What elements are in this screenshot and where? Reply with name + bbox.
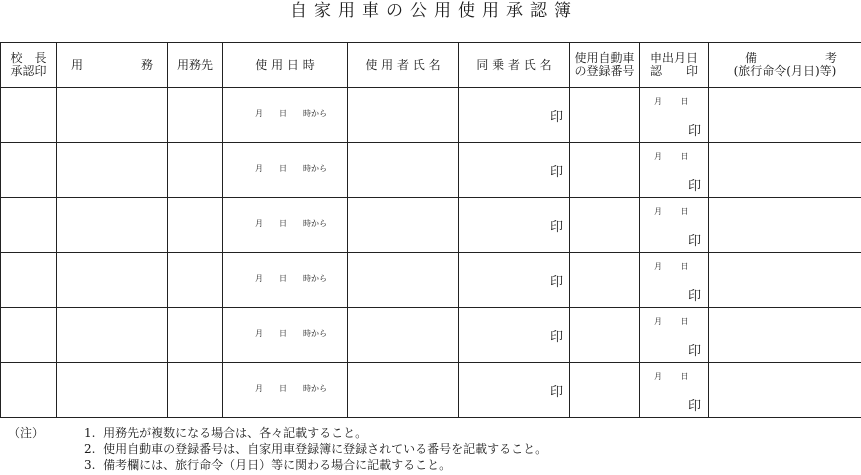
approval-ledger-table	[0, 42, 861, 418]
passenger-name-cell[interactable]	[459, 88, 570, 143]
destination-cell[interactable]	[168, 308, 223, 363]
table-row	[1, 363, 861, 418]
business-cell[interactable]	[57, 308, 168, 363]
application-cell[interactable]	[640, 363, 709, 418]
user-name-cell[interactable]	[348, 198, 459, 253]
business-cell[interactable]	[57, 88, 168, 143]
principal-seal-cell[interactable]	[1, 308, 57, 363]
remarks-cell[interactable]	[709, 143, 861, 198]
seal-mark: 印	[687, 234, 701, 249]
header-application-line2: 認 印	[649, 64, 698, 78]
car-registration-cell[interactable]	[570, 88, 640, 143]
seal-mark: 印	[549, 385, 563, 400]
car-registration-cell[interactable]	[570, 363, 640, 418]
header-remarks-char1: 備	[745, 51, 758, 65]
car-registration-cell[interactable]	[570, 308, 640, 363]
usage-datetime-cell[interactable]	[223, 253, 348, 308]
passenger-name-cell[interactable]	[459, 253, 570, 308]
header-business-char2: 務	[140, 57, 153, 72]
month-day-placeholder: 月 日	[654, 262, 689, 271]
business-cell[interactable]	[57, 363, 168, 418]
notes-label: （注）	[8, 426, 45, 440]
remarks-cell[interactable]	[709, 88, 861, 143]
datetime-placeholder: 月 日 時から	[255, 329, 327, 338]
month-day-placeholder: 月 日	[654, 317, 689, 326]
note-text-2: 2. 使用自動車の登録番号は、自家用車登録簿に登録されている番号を記載すること。	[84, 442, 548, 456]
application-cell[interactable]	[640, 88, 709, 143]
user-name-cell[interactable]	[348, 363, 459, 418]
seal-mark: 印	[549, 275, 563, 290]
note-text-1: 1. 用務先が複数になる場合は、各々記載すること。	[84, 426, 368, 440]
application-cell[interactable]	[640, 253, 709, 308]
business-cell[interactable]	[57, 198, 168, 253]
seal-mark: 印	[549, 110, 563, 125]
application-cell[interactable]	[640, 143, 709, 198]
principal-seal-cell[interactable]	[1, 143, 57, 198]
table-row	[1, 143, 861, 198]
header-remarks-char2: 考	[824, 51, 837, 65]
header-application-line1: 申出月日	[649, 51, 698, 65]
document-title: 自家用車の公用使用承認簿	[290, 1, 578, 21]
month-day-placeholder: 月 日	[654, 207, 689, 216]
destination-cell[interactable]	[168, 363, 223, 418]
destination-cell[interactable]	[168, 198, 223, 253]
remarks-cell[interactable]	[709, 308, 861, 363]
datetime-placeholder: 月 日 時から	[255, 164, 327, 173]
datetime-placeholder: 月 日 時から	[255, 274, 327, 283]
remarks-cell[interactable]	[709, 198, 861, 253]
user-name-cell[interactable]	[348, 253, 459, 308]
note-item	[0, 441, 861, 457]
user-name-cell[interactable]	[348, 308, 459, 363]
seal-mark: 印	[687, 289, 701, 304]
car-registration-cell[interactable]	[570, 143, 640, 198]
application-cell[interactable]	[640, 308, 709, 363]
remarks-cell[interactable]	[709, 253, 861, 308]
note-item	[0, 425, 861, 441]
passenger-name-cell[interactable]	[459, 143, 570, 198]
header-destination: 用務先	[168, 43, 223, 88]
principal-seal-cell[interactable]	[1, 198, 57, 253]
month-day-placeholder: 月 日	[654, 97, 689, 106]
usage-datetime-cell[interactable]	[223, 308, 348, 363]
datetime-placeholder: 月 日 時から	[255, 219, 327, 228]
header-row	[1, 43, 861, 88]
user-name-cell[interactable]	[348, 88, 459, 143]
usage-datetime-cell[interactable]	[223, 143, 348, 198]
table-row	[1, 253, 861, 308]
usage-datetime-cell[interactable]	[223, 363, 348, 418]
month-day-placeholder: 月 日	[654, 152, 689, 161]
datetime-placeholder: 月 日 時から	[255, 384, 327, 393]
header-principal-seal-line1: 校 長	[10, 51, 47, 65]
header-passenger-name: 同 乗 者 氏 名	[459, 43, 570, 88]
table-row	[1, 88, 861, 143]
table-row	[1, 198, 861, 253]
usage-datetime-cell[interactable]	[223, 198, 348, 253]
destination-cell[interactable]	[168, 88, 223, 143]
passenger-name-cell[interactable]	[459, 198, 570, 253]
remarks-cell[interactable]	[709, 363, 861, 418]
seal-mark: 印	[549, 330, 563, 345]
header-principal-seal-line2: 承認印	[10, 64, 47, 78]
header-car-registration-line2: の登録番号	[574, 64, 635, 78]
seal-mark: 印	[549, 165, 563, 180]
usage-datetime-cell[interactable]	[223, 88, 348, 143]
user-name-cell[interactable]	[348, 143, 459, 198]
seal-mark: 印	[687, 179, 701, 194]
datetime-placeholder: 月 日 時から	[255, 109, 327, 118]
header-car-registration-line1: 使用自動車	[574, 51, 635, 65]
destination-cell[interactable]	[168, 253, 223, 308]
business-cell[interactable]	[57, 253, 168, 308]
business-cell[interactable]	[57, 143, 168, 198]
month-day-placeholder: 月 日	[654, 372, 689, 381]
header-user-name: 使 用 者 氏 名	[348, 43, 459, 88]
car-registration-cell[interactable]	[570, 253, 640, 308]
application-cell[interactable]	[640, 198, 709, 253]
principal-seal-cell[interactable]	[1, 363, 57, 418]
seal-mark: 印	[549, 220, 563, 235]
passenger-name-cell[interactable]	[459, 363, 570, 418]
header-business	[57, 43, 168, 88]
header-application	[640, 43, 709, 88]
header-car-registration	[570, 43, 640, 88]
header-remarks-sub: (旅行命令(月日)等)	[733, 64, 837, 78]
header-business-char1: 用	[71, 57, 84, 72]
header-remarks	[709, 43, 861, 88]
passenger-name-cell[interactable]	[459, 308, 570, 363]
car-registration-cell[interactable]	[570, 198, 640, 253]
seal-mark: 印	[687, 124, 701, 139]
notes-section	[0, 425, 861, 473]
header-principal-seal	[1, 43, 57, 88]
note-text-3: 3. 備考欄には、旅行命令（月日）等に関わる場合に記載すること。	[84, 458, 452, 472]
seal-mark: 印	[687, 399, 701, 414]
seal-mark: 印	[687, 344, 701, 359]
table-row	[1, 308, 861, 363]
note-item	[0, 457, 861, 473]
principal-seal-cell[interactable]	[1, 88, 57, 143]
destination-cell[interactable]	[168, 143, 223, 198]
header-usage-datetime: 使 用 日 時	[223, 43, 348, 88]
principal-seal-cell[interactable]	[1, 253, 57, 308]
